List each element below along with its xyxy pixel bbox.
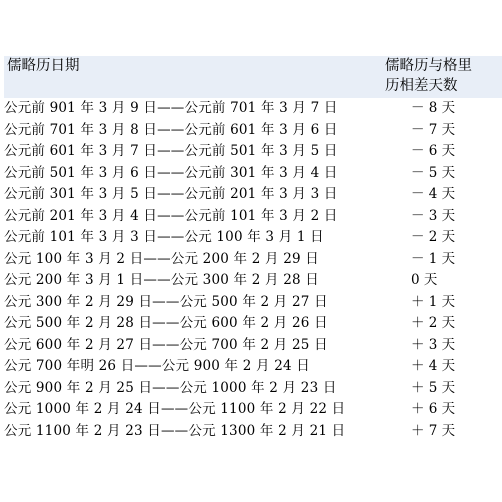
day-difference-cell: － 8 天: [411, 100, 456, 116]
table-row: [4, 313, 502, 335]
day-difference-cell: － 2 天: [411, 229, 456, 245]
julian-date-range-cell: 公元 900 年 2 月 25 日——公元 1000 年 2 月 23 日: [4, 379, 337, 396]
julian-date-range-cell: 公元前 301 年 3 月 5 日——公元前 201 年 3 月 3 日: [4, 186, 338, 202]
header-day-difference-line1: 儒略历与格里: [385, 58, 472, 74]
header-julian-date: 儒略历日期: [7, 58, 80, 74]
calendar-difference-table: [4, 56, 502, 442]
julian-date-range-cell: 公元 1100 年 2 月 23 日——公元 1300 年 2 月 21 日: [4, 422, 346, 439]
day-difference-cell: － 5 天: [411, 164, 456, 181]
julian-date-range-cell: 公元 700 年明 26 日——公元 900 年 2 月 24 日: [4, 358, 310, 374]
julian-date-range-cell: 公元前 101 年 3 月 3 日——公元 100 年 3 月 1 日: [4, 229, 324, 245]
table-row: [4, 399, 502, 421]
julian-date-range-cell: 公元前 701 年 3 月 8 日——公元前 601 年 3 月 6 日: [4, 121, 338, 138]
table-row: [4, 98, 502, 120]
calendar-difference-table-wrapper: [4, 56, 502, 442]
table-row: [4, 206, 502, 228]
table-row: [4, 335, 502, 357]
day-difference-cell: ＋ 4 天: [411, 358, 456, 374]
table-row: [4, 421, 502, 443]
header-row: [4, 56, 502, 98]
table-row: [4, 292, 502, 314]
day-difference-cell: ＋ 2 天: [411, 315, 456, 331]
julian-date-range-cell: 公元 600 年 2 月 27 日——公元 700 年 2 月 25 日: [4, 336, 328, 353]
table-row: [4, 141, 502, 163]
day-difference-cell: ＋ 6 天: [411, 401, 456, 417]
julian-date-range-cell: 公元前 201 年 3 月 4 日——公元前 101 年 3 月 2 日: [4, 207, 338, 224]
table-row: [4, 227, 502, 249]
table-row: [4, 249, 502, 271]
table-row: [4, 163, 502, 185]
julian-date-range-cell: 公元 200 年 3 月 1 日——公元 300 年 2 月 28 日: [4, 272, 319, 288]
table-body: [4, 98, 502, 442]
day-difference-cell: ＋ 1 天: [411, 293, 456, 310]
day-difference-cell: － 7 天: [411, 121, 456, 138]
header-day-difference-line2: 历相差天数: [385, 78, 458, 94]
julian-date-range-cell: 公元 1000 年 2 月 24 日——公元 1100 年 2 月 22 日: [4, 401, 346, 417]
table-row: [4, 378, 502, 400]
header-day-difference: [373, 56, 502, 98]
table-row: [4, 270, 502, 292]
julian-date-range-cell: 公元前 601 年 3 月 7 日——公元前 501 年 3 月 5 日: [4, 143, 338, 159]
table-row: [4, 120, 502, 142]
julian-date-range-cell: 公元 300 年 2 月 29 日——公元 500 年 2 月 27 日: [4, 293, 328, 310]
day-difference-cell: ＋ 7 天: [411, 422, 456, 439]
day-difference-cell: － 6 天: [411, 143, 456, 159]
table-row: [4, 356, 502, 378]
julian-date-range-cell: 公元前 501 年 3 月 6 日——公元前 301 年 3 月 4 日: [4, 164, 338, 181]
day-difference-cell: － 4 天: [411, 186, 456, 202]
table-header: [4, 56, 502, 98]
julian-date-range-cell: 公元前 901 年 3 月 9 日——公元前 701 年 3 月 7 日: [4, 100, 338, 116]
day-difference-cell: ＋ 5 天: [411, 379, 456, 396]
julian-date-range-cell: 公元 500 年 2 月 28 日——公元 600 年 2 月 26 日: [4, 315, 328, 331]
day-difference-cell: － 3 天: [411, 207, 456, 224]
julian-date-range-cell: 公元 100 年 3 月 2 日——公元 200 年 2 月 29 日: [4, 250, 319, 267]
table-row: [4, 184, 502, 206]
day-difference-cell: 0 天: [411, 272, 438, 288]
day-difference-cell: ＋ 3 天: [411, 336, 456, 353]
day-difference-cell: － 1 天: [411, 250, 456, 267]
